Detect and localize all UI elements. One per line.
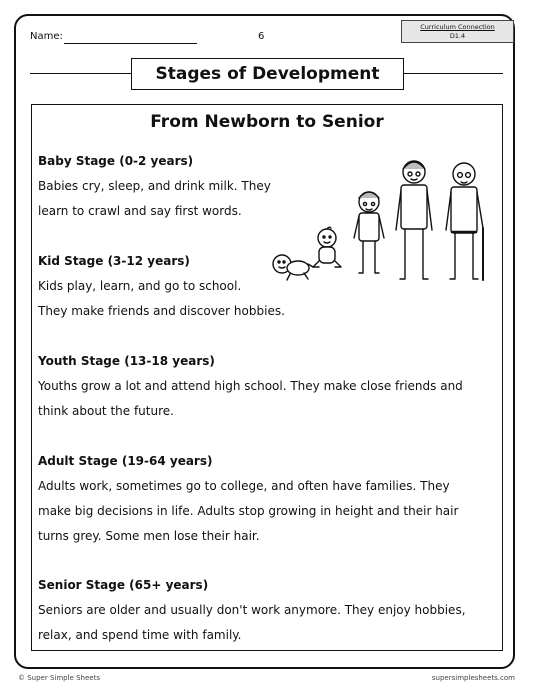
stage-line: Babies cry, sleep, and drink milk. They (38, 179, 271, 193)
stage-line: learn to crawl and say first words. (38, 204, 242, 218)
curriculum-connection-title: Curriculum Connection (420, 23, 495, 31)
stage-line: Kids play, learn, and go to school. (38, 279, 242, 293)
stage-line: Youths grow a lot and attend high school. They make close friends and (38, 379, 463, 393)
life-stages-people-icon (268, 152, 500, 292)
stage-heading: Kid Stage (3-12 years) (38, 254, 190, 268)
stage-line: think about the future. (38, 404, 174, 418)
stage-heading: Baby Stage (0-2 years) (38, 154, 194, 168)
stage-kid (38, 252, 298, 324)
stage-baby (38, 152, 278, 224)
stage-line: Adults work, sometimes go to college, and often have families. They (38, 479, 450, 493)
stage-line: They make friends and discover hobbies. (38, 304, 285, 318)
stage-description (38, 474, 498, 549)
stage-adult (38, 452, 498, 549)
stage-heading: Youth Stage (13-18 years) (38, 354, 215, 368)
page-number: 6 (258, 31, 265, 42)
stage-line: turns grey. Some men lose their hair. (38, 529, 260, 543)
subtitle: From Newborn to Senior (150, 112, 384, 132)
copyright-text: © Super Simple Sheets (18, 674, 100, 682)
stage-description (38, 274, 298, 324)
curriculum-code: D1.4 (449, 32, 466, 40)
curriculum-connection-box (401, 20, 514, 43)
stage-description (38, 374, 498, 424)
senior-figure (446, 163, 483, 280)
page-title: Stages of Development (131, 58, 404, 90)
stage-description (38, 174, 278, 224)
name-label: Name: (30, 31, 63, 42)
stage-line: relax, and spend time with family. (38, 628, 242, 642)
stage-line: Seniors are older and usually don't work anymore. They enjoy hobbies, (38, 603, 466, 617)
stage-line: make big decisions in life. Adults stop growing in height and their hair (38, 504, 459, 518)
stage-youth (38, 352, 498, 424)
stage-heading: Senior Stage (65+ years) (38, 578, 209, 592)
toddler-figure (313, 227, 341, 267)
baby-figure (273, 255, 313, 280)
adult-figure (396, 161, 432, 279)
stage-heading: Adult Stage (19-64 years) (38, 454, 213, 468)
stage-senior (38, 576, 498, 648)
name-blank-line (64, 43, 197, 44)
kid-figure (354, 192, 384, 273)
stage-description (38, 598, 498, 648)
website-text: supersimplesheets.com (431, 674, 515, 682)
